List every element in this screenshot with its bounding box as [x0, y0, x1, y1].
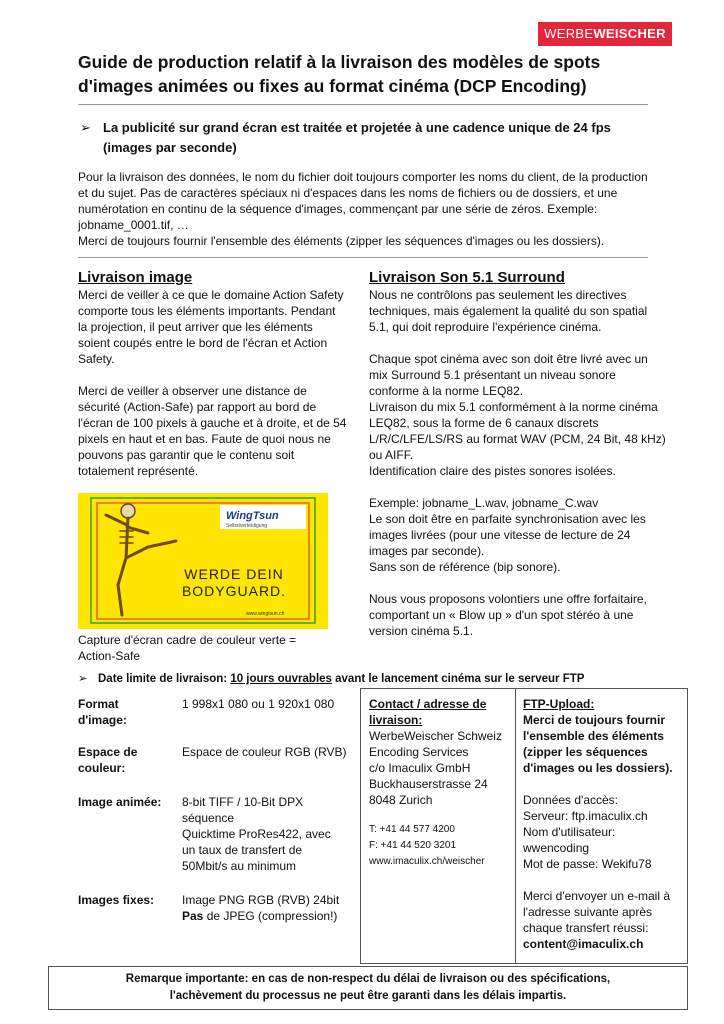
title-divider: [78, 104, 648, 105]
sample-url: www.wingtsun.ch: [246, 611, 285, 617]
image-delivery-paragraph-1: Merci de veiller à ce que le domaine Action Safety comporte tous les éléments importants. Pendant la projection, il peut arriver que les éléments soient coupés entre le bord de l'écran et Action Safety.: [78, 288, 344, 366]
lead-bullet: [80, 118, 640, 158]
spec-animated-value-2: Quicktime ProRes422, avec un taux de transfert de 50Mbit/s au minimum: [182, 827, 331, 873]
spec-still-value-2: [182, 908, 347, 924]
image-delivery-section: [78, 269, 348, 479]
ftp-server: Serveur: ftp.imaculix.ch: [523, 809, 648, 823]
spec-color-label: Espace de couleur:: [78, 745, 138, 775]
sound-paragraph-2c: Identification claire des pistes sonores isolées.: [369, 464, 616, 478]
image-delivery-paragraph-2: Merci de veiller à observer une distance de sécurité (Action-Safe) par rapport au bord de l'écran de 100 pixels à gauche et à droite, et de 54 pixels en haut et en bas. Faute de quoi nous ne pouvons pas garantir que le contenu soit totalement représenté.: [78, 384, 347, 478]
contact-line-2: Encoding Services: [369, 745, 469, 759]
sound-paragraph-3a: Exemple: jobname_L.wav, jobname_C.wav: [369, 496, 599, 510]
contact-heading: Contact / adresse de livraison:: [369, 697, 487, 727]
spec-format-label: Format d'image:: [78, 697, 127, 727]
intro-paragraph-1: Pour la livraison des données, le nom du fichier doit toujours comporter les noms du client, de la production et du sujet. Pas de caractères spéciaux ni d'espaces dans les noms de fichiers ou de dossiers, et une numérotation en continu de la séquence d'images, commençant par une série de zéros. Exemple: jobname_0001.tif, …: [78, 170, 648, 232]
spec-color-value: Espace de couleur RGB (RVB): [182, 745, 347, 759]
remark-line-2: l'achèvement du processus ne peut être garanti dans les délais impartis.: [169, 990, 567, 1002]
sample-brand: WingTsun: [226, 510, 279, 522]
important-remark-box: [48, 966, 688, 1010]
spec-animated-value: [182, 794, 342, 874]
ftp-email-note: Merci d'envoyer un e-mail à l'adresse suivante après chaque transfert réussi:: [523, 889, 671, 935]
arrow-bullet-icon: ➢: [80, 120, 91, 135]
sound-paragraph-4: Nous vous proposons volontiers une offre forfaitaire, comportant un « Blow up » d'un spot stéréo à une version cinéma 5.1.: [369, 592, 647, 638]
brand-logo: [538, 22, 672, 46]
contact-line-1: WerbeWeischer Schweiz: [369, 729, 502, 743]
arrow-bullet-icon: ➢: [78, 673, 88, 685]
spec-still-value: [182, 892, 347, 924]
sound-paragraph-1: Nous ne contrôlons pas seulement les directives techniques, mais également la qualité du son spatial 5.1, qui doit reproduire l'expérience cinéma.: [369, 288, 648, 334]
ftp-section: [523, 696, 681, 952]
action-safe-sample-image: [78, 493, 328, 629]
spec-animated-label: Image animée:: [78, 795, 162, 809]
contact-line-4: Buckhauserstrasse 24: [369, 777, 488, 791]
remark-line-1: Remarque importante: en cas de non-respect du délai de livraison ou des spécifications,: [125, 973, 611, 985]
ftp-heading: FTP-Upload:: [523, 697, 595, 711]
page-title: Guide de production relatif à la livraison des modèles de spots d'images animées ou fixes au format cinéma (DCP Encoding): [78, 52, 601, 96]
logo-part2: WEISCHER: [593, 26, 666, 41]
deadline-prefix: Date limite de livraison:: [98, 673, 228, 685]
ftp-note: Merci de toujours fournir l'ensemble des éléments (zipper les séquences d'images ou les dossiers).: [523, 713, 673, 775]
ftp-username: Nom d'utilisateur: wwencoding: [523, 825, 616, 855]
intro-divider: [78, 257, 648, 258]
contact-phone: T: +41 44 577 4200: [369, 824, 455, 835]
sample-line-1: WERDE DEIN: [184, 566, 284, 582]
ftp-email-link[interactable]: content@imaculix.ch: [523, 937, 644, 951]
ftp-access-label: Données d'accès:: [523, 793, 619, 807]
sound-delivery-section: [369, 269, 669, 639]
image-caption: Capture d'écran cadre de couleur verte = Action-Safe: [78, 633, 297, 662]
delivery-deadline: [78, 671, 658, 687]
ftp-password: Mot de passe: Wekifu78: [523, 857, 652, 871]
spec-still-value-2-rest: de JPEG (compression!): [206, 909, 338, 923]
spec-still-value-2-bold: Pas: [182, 909, 204, 923]
spec-still-value-1: Image PNG RGB (RVB) 24bit: [182, 893, 340, 907]
logo-part1: WERBE: [544, 26, 594, 41]
sample-brand-sub: Selbstverteidigung: [226, 523, 268, 529]
contact-fax: F: +41 44 520 3201: [369, 840, 457, 851]
image-delivery-heading: Livraison image: [78, 269, 193, 286]
action-safe-frame-graphic: [78, 493, 328, 629]
spec-animated-value-1: 8-bit TIFF / 10-Bit DPX séquence: [182, 795, 304, 825]
lead-text: La publicité sur grand écran est traitée et projetée à une cadence unique de 24 fps (images par seconde): [103, 120, 611, 155]
sound-paragraph-3b: Le son doit être en parfaite synchronisation avec les images livrées (pour une vitesse de lecture de 24 images par seconde).: [369, 512, 646, 558]
contact-section: [369, 696, 511, 870]
deadline-suffix: avant le lancement cinéma sur le serveur FTP: [335, 673, 585, 685]
deadline-days: 10 jours ouvrables: [230, 673, 332, 685]
intro-section: [78, 169, 648, 249]
sound-paragraph-2b: Livraison du mix 5.1 conformément à la norme cinéma LEQ82, sous la forme de 6 canaux discrets L/R/C/LFE/LS/RS au format WAV (PCM, 24 Bit, 48 kHz) ou AIFF.: [369, 400, 666, 462]
contact-line-3: c/o Imaculix GmbH: [369, 761, 471, 775]
sample-line-2: BODYGUARD.: [181, 583, 287, 599]
contact-website-link[interactable]: www.imaculix.ch/weischer: [369, 856, 485, 867]
intro-paragraph-2: Merci de toujours fournir l'ensemble des éléments (zipper les séquences d'images ou les dossiers).: [78, 234, 605, 248]
spec-format-value: 1 998x1 080 ou 1 920x1 080: [182, 697, 335, 711]
sound-delivery-heading: Livraison Son 5.1 Surround: [369, 269, 565, 286]
contact-line-5: 8048 Zurich: [369, 793, 433, 807]
sound-paragraph-3c: Sans son de référence (bip sonore).: [369, 560, 561, 574]
spec-still-label: Images fixes:: [78, 893, 155, 907]
sound-paragraph-2a: Chaque spot cinéma avec son doit être livré avec un mix Surround 5.1 présentant un niveau sonore conforme à la norme LEQ82.: [369, 352, 648, 398]
